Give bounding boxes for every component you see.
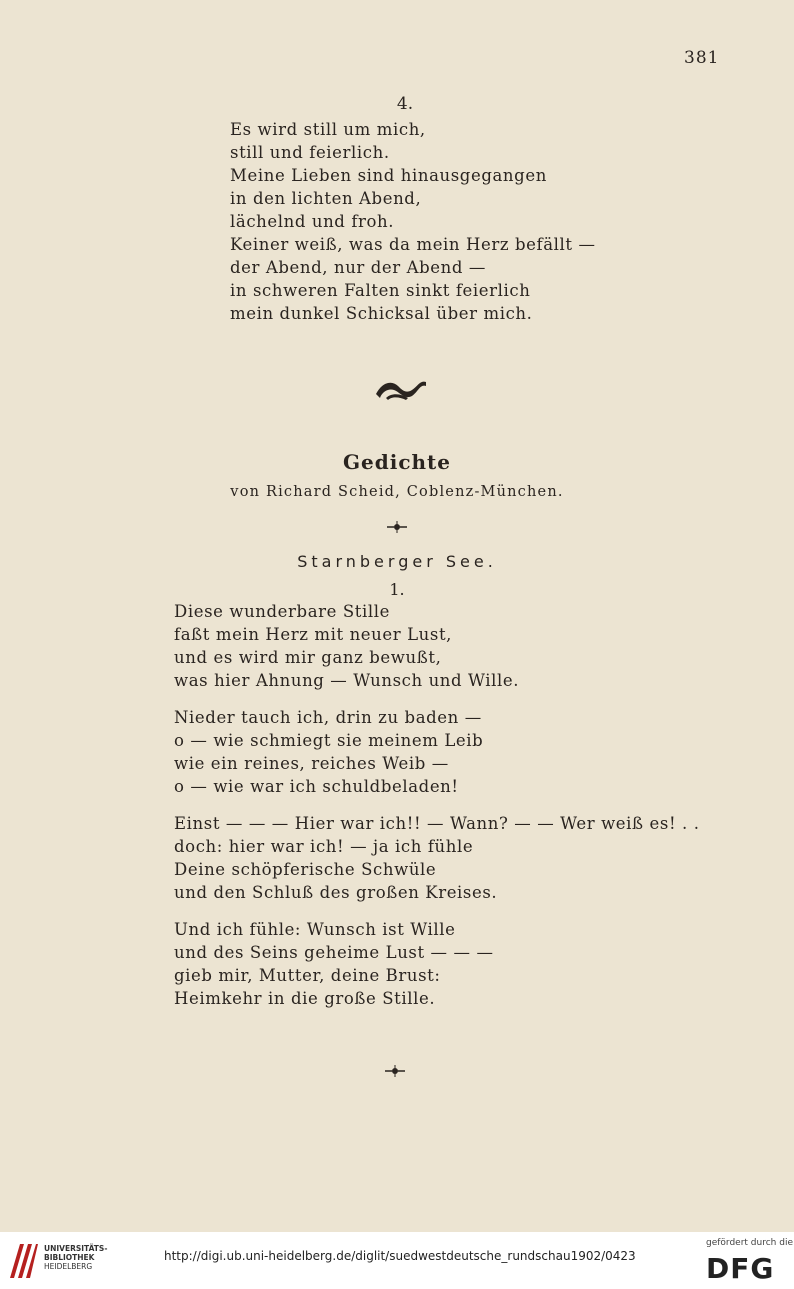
byline: von Richard Scheid, Coblenz-München. [230,484,564,500]
fleuron-icon [383,1064,407,1078]
footer-bar [0,1232,794,1289]
poem-line: o — wie schmiegt sie meinem Leib [174,731,484,750]
poem-line: Deine schöpferische Schwüle [174,860,437,879]
logo-line: HEIDELBERG [44,1262,93,1271]
page-number: 381 [684,48,720,68]
stanza [174,706,700,798]
poem-line: still und feierlich. [230,143,390,162]
poem-line: o — wie war ich schuldbeladen! [174,777,459,796]
poem-line: Heimkehr in die große Stille. [174,989,436,1008]
poem-line: Es wird still um mich, [230,120,426,139]
poem-line: Und ich fühle: Wunsch ist Wille [174,920,456,939]
vignette-ornament [372,372,430,402]
university-logo-icon [8,1240,38,1280]
stanza [174,812,700,904]
funded-by-label: gefördert durch die [706,1238,793,1248]
stanza [174,600,700,692]
poem-line: lächelnd und froh. [230,212,395,231]
poem-line: und den Schluß des großen Kreises. [174,883,498,902]
poem-line: gieb mir, Mutter, deine Brust: [174,966,441,985]
poem-line: faßt mein Herz mit neuer Lust, [174,625,453,644]
poem-line: der Abend, nur der Abend — [230,258,487,277]
poem-title: Starnberger See. [297,552,497,571]
poem-starnberger-see [174,600,700,1024]
poem-line: und es wird mir ganz bewußt, [174,648,442,667]
poem-4 [230,118,596,325]
poem-line: Einst — — — Hier war ich!! — Wann? — — Wer weiß es! . . [174,814,700,833]
fleuron-icon [385,520,409,534]
poem-line: Nieder tauch ich, drin zu baden — [174,708,482,727]
poem-line: Diese wunderbare Stille [174,602,390,621]
poem-line: in schweren Falten sinkt feierlich [230,281,531,300]
permalink-url[interactable]: http://digi.ub.uni-heidelberg.de/diglit/suedwestdeutsche_rundschau1902/0423 [164,1249,636,1263]
poem-line: doch: hier war ich! — ja ich fühle [174,837,474,856]
stanza [174,918,700,1010]
poem-number: 4. [396,94,414,114]
poem-line: Keiner weiß, was da mein Herz befällt — [230,235,596,254]
logo-line: BIBLIOTHEK [44,1253,95,1262]
university-logo-text [44,1244,107,1271]
poem-number: 1. [389,580,405,599]
dfg-logo: DFG [706,1252,775,1285]
poem-line: mein dunkel Schicksal über mich. [230,304,533,323]
poem-line: und des Seins geheime Lust — — — [174,943,494,962]
poem-line: was hier Ahnung — Wunsch und Wille. [174,671,520,690]
section-title: Gedichte [342,450,452,474]
poem-line: in den lichten Abend, [230,189,422,208]
poem-line: wie ein reines, reiches Weib — [174,754,449,773]
poem-line: Meine Lieben sind hinausgegangen [230,166,547,185]
logo-line: UNIVERSITÄTS- [44,1244,108,1253]
